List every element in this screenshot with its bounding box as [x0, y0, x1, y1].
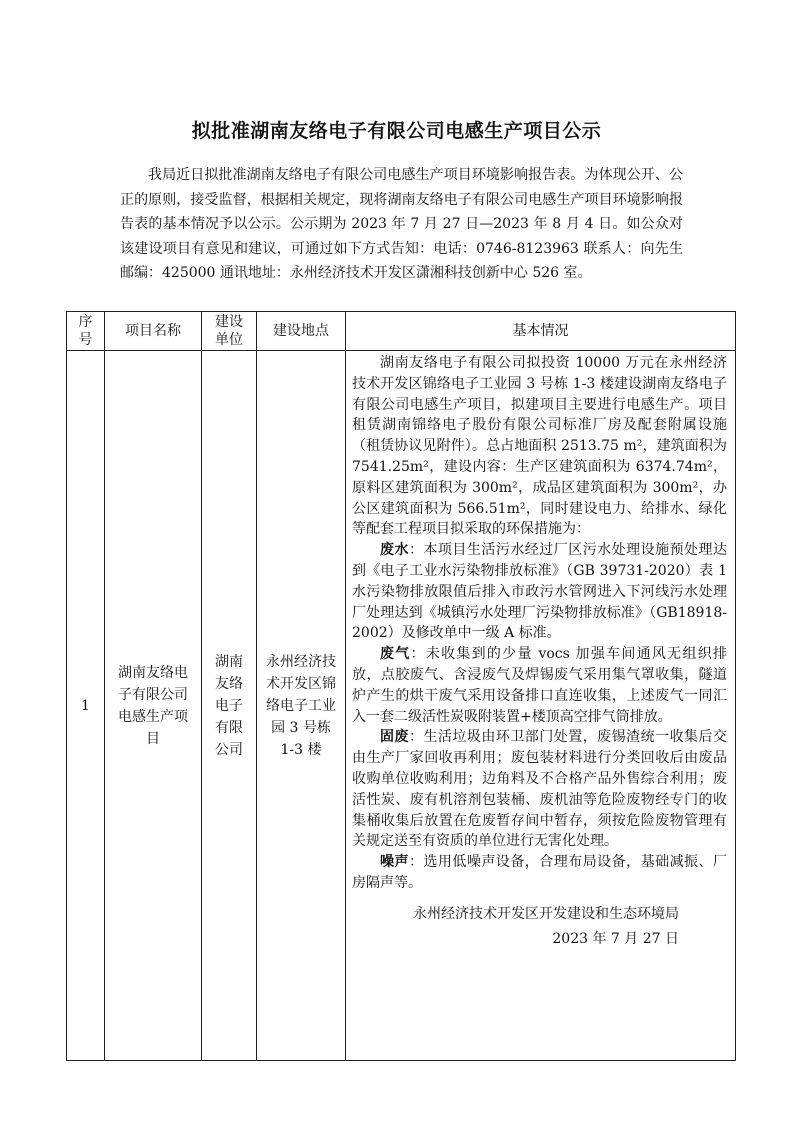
intro-paragraph: 我局近日拟批准湖南友络电子有限公司电感生产项目环境影响报告表。为体现公开、公正的原则，接受监督，根据相关规定，现将湖南友络电子有限公司电感生产项目环境影响报告表的基本情况予以公示。公示期为 2023 年 7 月 27 日—2023 年 8 月 4 日。如公众对该建设项目有意见和建议，可通过如下方式告知：电话：0746-8123963 联系人：向先生 邮编：425000 通讯地址：永州经济技术开发区潇湘科技创新中心 526 室。 [120, 167, 683, 281]
water-label: 废水 [380, 542, 409, 559]
row-location [257, 351, 346, 1061]
row-project [105, 351, 202, 1061]
header-basic: 基本情况 [346, 312, 736, 351]
basic-overview: 湖南友络电子有限公司拟投资 10000 万元在永州经济技术开发区锦络电子工业园 3 号栋 1-3 楼建设湖南友络电子有限公司电感生产项目，拟建项目主要进行电感生产。项目租赁湖南锦络电子股份有限公司标准厂房及配套附属设施（租赁协议见附件）。总占地面积 2513.75 m²，建筑面积为 7541.25m²，建设内容：生产区建筑面积为 6374.74m²，原料区建筑面积为 300m²，成品区建筑面积为 300m²，办公区建筑面积为 566.51m²，同时建设电力、给排水、绿化等配套工程项目拟采取的环保措施为： [352, 355, 727, 538]
page-title: 拟批准湖南友络电子有限公司电感生产项目公示 [191, 120, 602, 142]
noise-label: 噪声 [380, 854, 409, 871]
row-location-text: 永州经济技术开发区锦络电子工业园 3 号栋 1-3 楼 [266, 653, 336, 758]
table-row [67, 351, 736, 1061]
header-no-label: 序号 [78, 314, 93, 348]
row-unit-text: 湖南友络电子有限公司 [215, 653, 243, 758]
basic-solid [352, 727, 727, 852]
gas-label: 废气 [380, 646, 411, 663]
solid-text: ：生活垃圾由环卫部门处置，废锡渣统一收集后交由生产厂家回收再利用；废包装材料进行分类回收后由废品收购单位收购利用；边角料及不合格产品外售综合利用；废活性炭、废有机溶剂包装桶、废机油等危险废物经专门的收集桶收集后放置在危废暂存间中暂存，须按危险废物管理有关规定送至有资质的单位进行无害化处理。 [352, 729, 728, 850]
row-unit [202, 351, 257, 1061]
header-project: 项目名称 [105, 312, 202, 351]
gas-text: ：未收集到的少量 vocs 加强车间通风无组织排放，点胶废气、含浸废气及焊锡废气采用集气罩收集，隧道炉产生的烘干废气采用设备排口直连收集，上述废气一同汇入一套二级活性炭吸附装置+楼顶高空排气筒排放。 [352, 646, 727, 725]
table-header-row [67, 312, 736, 351]
issue-date: 2023 年 7 月 27 日 [552, 931, 679, 947]
issuing-authority: 永州经济技术开发区开发建设和生态环境局 [413, 906, 679, 922]
solid-label: 固废 [380, 729, 409, 746]
row-project-text: 湖南友络电子有限公司电感生产项目 [118, 664, 188, 747]
noise-text: ：选用低噪声设备，合理布局设备，基础减振、厂房隔声等。 [352, 854, 728, 891]
water-text: ：本项目生活污水经过厂区污水处理设施预处理达到《电子工业水污染物排放标准》（GB 39731-2020）表 1 水污染物排放限值后排入市政污水管网进入下河线污水处理厂处理达到《城镇污水处理厂污染物排放标准》（GB18918-2002）及修改单中一级 A 标准。 [352, 542, 728, 642]
header-unit-label: 建设单位 [215, 314, 243, 348]
row-basic [346, 351, 736, 1061]
row-no: 1 [67, 351, 105, 1061]
basic-water [352, 540, 727, 644]
header-unit [202, 312, 257, 351]
header-no [67, 312, 105, 351]
project-info-table [66, 311, 736, 1061]
basic-noise [352, 852, 727, 894]
header-location: 建设地点 [257, 312, 346, 351]
basic-gas [352, 644, 727, 727]
